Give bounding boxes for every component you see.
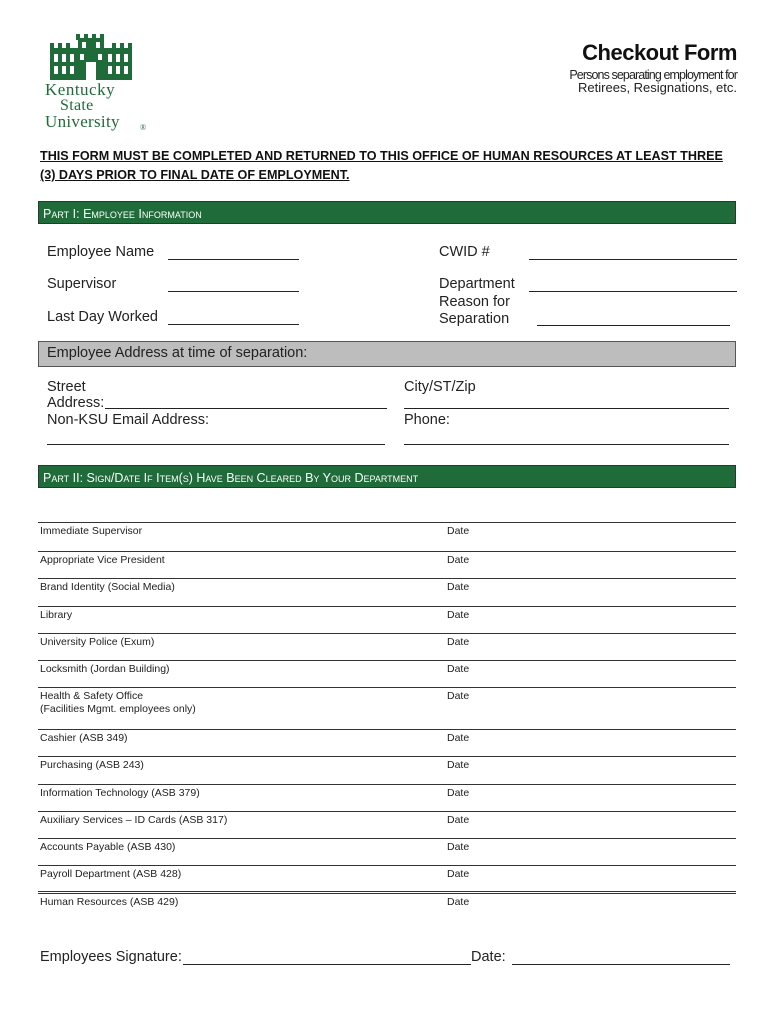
street-field[interactable] [105, 408, 387, 409]
clearance-date-label: Date [447, 841, 470, 853]
clearance-divider [38, 891, 736, 892]
street-label-line1: Street [47, 379, 86, 395]
employee-name-label: Employee Name [47, 244, 155, 260]
address-heading-band [38, 341, 736, 367]
clearance-signature-line[interactable] [38, 578, 736, 579]
clearance-department: Accounts Payable (ASB 430) [40, 841, 176, 853]
clearance-department: Auxiliary Services – ID Cards (ASB 317) [40, 814, 228, 826]
clearance-note: (Facilities Mgmt. employees only) [40, 703, 196, 715]
city-label: City/ST/Zip [404, 379, 476, 395]
clearance-date-label: Date [447, 896, 470, 908]
cwid-label: CWID # [439, 244, 490, 260]
signature-label: Employees Signature: [40, 949, 182, 965]
castle-icon [40, 34, 150, 80]
form-subtitle-line1: Persons separating employment for [569, 68, 737, 82]
clearance-signature-line[interactable] [38, 838, 736, 839]
clearance-signature-line[interactable] [38, 729, 736, 730]
reason-label-line2: Separation [439, 311, 510, 327]
part2-heading-band [38, 465, 736, 488]
logo-registered-mark: ® [140, 123, 147, 132]
email-field[interactable] [47, 444, 385, 445]
clearance-date-label: Date [447, 759, 470, 771]
cwid-field[interactable] [529, 259, 737, 260]
clearance-department: Locksmith (Jordan Building) [40, 663, 170, 675]
clearance-department: Brand Identity (Social Media) [40, 581, 175, 593]
clearance-signature-line[interactable] [38, 893, 736, 894]
clearance-date-label: Date [447, 636, 470, 648]
clearance-department: University Police (Exum) [40, 636, 155, 648]
part1-heading: Part I: Employee Information [43, 207, 202, 221]
clearance-department: Human Resources (ASB 429) [40, 896, 179, 908]
signature-field[interactable] [183, 964, 471, 965]
clearance-date-label: Date [447, 554, 470, 566]
phone-label: Phone: [404, 412, 450, 428]
clearance-signature-line[interactable] [38, 865, 736, 866]
last-day-field[interactable] [168, 324, 299, 325]
signature-date-field[interactable] [512, 964, 730, 965]
logo-line-kentucky: Kentucky [45, 80, 116, 99]
clearance-department: Payroll Department (ASB 428) [40, 868, 182, 880]
form-title: Checkout Form [582, 40, 737, 65]
clearance-signature-line[interactable] [38, 522, 736, 523]
last-day-label: Last Day Worked [47, 309, 158, 325]
clearance-signature-line[interactable] [38, 633, 736, 634]
supervisor-label: Supervisor [47, 276, 117, 292]
signature-date-label: Date: [471, 949, 506, 965]
clearance-date-label: Date [447, 663, 470, 675]
part1-heading-band [38, 201, 736, 224]
clearance-date-label: Date [447, 609, 470, 621]
street-label-line2: Address: [47, 395, 105, 411]
part2-heading: Part II: Sign/Date If Item(s) Have Been Cleared By Your Department [43, 471, 419, 485]
clearance-signature-line[interactable] [38, 551, 736, 552]
clearance-department: Health & Safety Office [40, 690, 144, 702]
clearance-signature-line[interactable] [38, 660, 736, 661]
email-label: Non-KSU Email Address: [47, 412, 209, 428]
clearance-date-label: Date [447, 814, 470, 826]
clearance-signature-line[interactable] [38, 784, 736, 785]
clearance-date-label: Date [447, 732, 470, 744]
deadline-notice: THIS FORM MUST BE COMPLETED AND RETURNED TO THIS OFFICE OF HUMAN RESOURCES AT LEAST THREE (3) DAYS PRIOR TO FINAL DATE OF EMPLOYMENT. [40, 149, 723, 182]
clearance-signature-line[interactable] [38, 756, 736, 757]
city-field[interactable] [404, 408, 729, 409]
clearance-signature-line[interactable] [38, 606, 736, 607]
clearance-date-label: Date [447, 868, 470, 880]
clearance-signature-line[interactable] [38, 687, 736, 688]
clearance-date-label: Date [447, 525, 470, 537]
address-heading: Employee Address at time of separation: [47, 345, 308, 361]
clearance-signature-line[interactable] [38, 811, 736, 812]
supervisor-field[interactable] [168, 291, 299, 292]
clearance-department: Cashier (ASB 349) [40, 732, 128, 744]
clearance-department: Appropriate Vice President [40, 554, 165, 566]
phone-field[interactable] [404, 444, 729, 445]
ksu-logo [40, 34, 150, 134]
clearance-department: Information Technology (ASB 379) [40, 787, 200, 799]
clearance-date-label: Date [447, 690, 470, 702]
form-subtitle-line2: Retirees, Resignations, etc. [578, 80, 737, 95]
clearance-date-label: Date [447, 581, 470, 593]
clearance-department: Purchasing (ASB 243) [40, 759, 144, 771]
clearance-department: Immediate Supervisor [40, 525, 143, 537]
clearance-date-label: Date [447, 787, 470, 799]
department-label: Department [439, 276, 515, 292]
logo-line-university: University [45, 112, 120, 131]
employee-name-field[interactable] [168, 259, 299, 260]
logo-line-state: State [60, 97, 94, 114]
clearance-department: Library [40, 609, 73, 621]
reason-label-line1: Reason for [439, 294, 510, 310]
reason-field[interactable] [537, 325, 730, 326]
department-field[interactable] [529, 291, 737, 292]
